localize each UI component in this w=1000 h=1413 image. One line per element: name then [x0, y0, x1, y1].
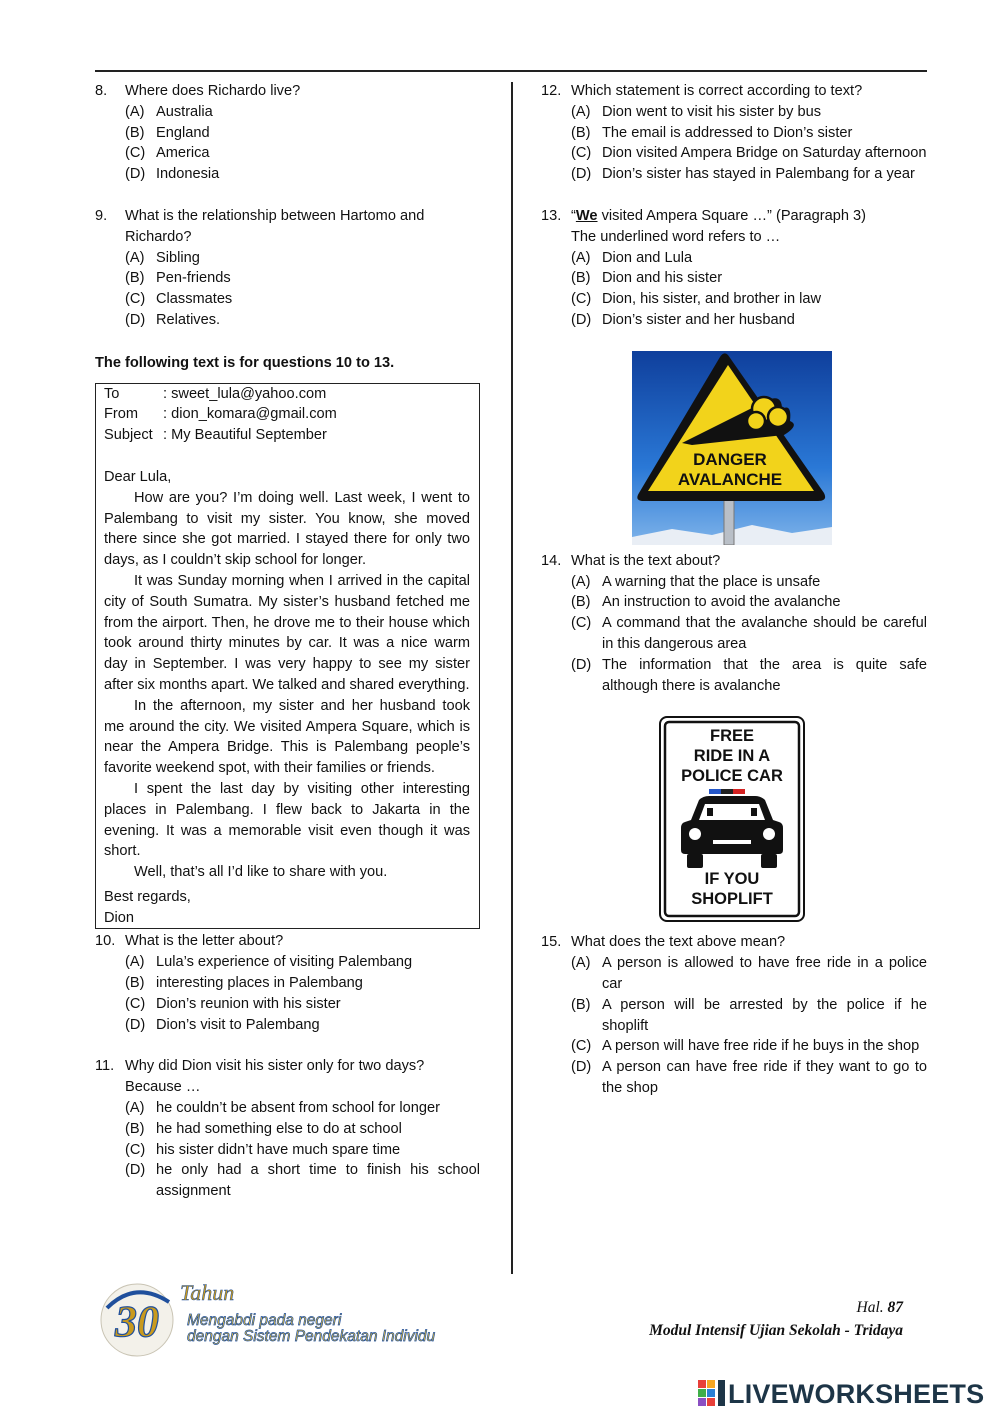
- from-label: From: [104, 406, 139, 423]
- subject-label: Subject: [104, 427, 153, 444]
- sign-text-line2: RIDE IN A: [693, 747, 771, 766]
- column-divider: [511, 82, 513, 1274]
- option-d[interactable]: [571, 164, 927, 185]
- question-subtext: The underlined word refers to …: [571, 228, 781, 245]
- option-text: A person will be arrested by the police if he shoplift: [602, 996, 927, 1034]
- module-title: Modul Intensif Ujian Sekolah - Tridaya: [649, 1322, 903, 1339]
- option-text: A person will have free ride if he buys in the shop: [602, 1038, 920, 1055]
- option-letter: (C): [125, 1141, 146, 1158]
- question-text: What is the text about?: [571, 552, 721, 569]
- option-c[interactable]: [125, 994, 480, 1015]
- section-heading: The following text is for questions 10 to 13.: [95, 354, 395, 371]
- option-letter: (A): [571, 249, 591, 266]
- question-13: [541, 206, 927, 331]
- option-text: A warning that the place is unsafe: [602, 573, 821, 590]
- question-8: [95, 81, 480, 185]
- option-text: A command that the avalanche should be careful in this dangerous area: [602, 615, 927, 652]
- letter-paragraph-1: How are you? I’m doing well. Last week, I went to Palembang to visit my sister. You know, she moved there since she got married. I stayed there for only two days, as I couldn’t skip school for longer.: [104, 489, 470, 569]
- option-letter: (A): [571, 103, 591, 120]
- sign-text-line4: IF YOU: [704, 870, 760, 889]
- option-b[interactable]: [571, 123, 927, 144]
- option-text: America: [156, 145, 210, 162]
- option-a[interactable]: [125, 1098, 480, 1119]
- underlined-word: We: [575, 207, 598, 224]
- liveworksheets-brand: [698, 1378, 994, 1410]
- option-letter: (C): [125, 995, 146, 1012]
- avalanche-sign-image: [632, 351, 832, 545]
- siren-bar-icon: [721, 789, 733, 794]
- liveworksheets-text: LIVEWORKSHEETS: [728, 1379, 985, 1409]
- letter-closing: Best regards,: [104, 888, 191, 905]
- question-12: [541, 81, 927, 185]
- option-d[interactable]: [125, 1160, 480, 1202]
- page-footer: [649, 1296, 903, 1342]
- option-letter: (B): [125, 270, 145, 287]
- option-text: Lula’s experience of visiting Palembang: [156, 954, 413, 971]
- option-text: he had something else to do at school: [156, 1120, 402, 1137]
- option-text: Dion and Lula: [602, 249, 693, 266]
- option-c[interactable]: [571, 143, 927, 164]
- option-letter: (C): [571, 1038, 592, 1055]
- option-b[interactable]: [571, 995, 927, 1037]
- option-text: Australia: [156, 103, 213, 120]
- option-text: he couldn’t be absent from school for longer: [156, 1100, 440, 1117]
- quote-rest: visited Ampera Square …” (Paragraph 3): [597, 207, 867, 224]
- option-text: his sister didn’t have much spare time: [156, 1141, 401, 1158]
- option-b[interactable]: [125, 973, 480, 994]
- question-11: [95, 1056, 480, 1202]
- option-d[interactable]: [125, 164, 480, 185]
- option-letter: (D): [125, 1016, 146, 1033]
- option-text: Dion’s visit to Palembang: [156, 1016, 320, 1033]
- siren-blue-icon: [709, 789, 721, 794]
- option-text: Pen-friends: [156, 270, 231, 287]
- option-letter: (D): [571, 656, 592, 673]
- option-a[interactable]: [125, 248, 480, 269]
- question-10: [95, 931, 480, 1035]
- letter-paragraph-2: It was Sunday morning when I arrived in the capital city of South Sumatra. My sister’s husband fetched me from the airport. Then, he drove me to their house which took around thirty minutes by car. It was a nice warm day in September. I was very happy to see my sister after six months apart. We talked and shared everything.: [104, 572, 470, 693]
- question-text: What does the text above mean?: [571, 934, 786, 951]
- option-letter: (C): [571, 615, 592, 632]
- option-b[interactable]: [125, 268, 480, 289]
- option-c[interactable]: [125, 1140, 480, 1161]
- question-number: 15.: [541, 934, 562, 951]
- option-text: The information that the area is quite safe although there is avalanche: [602, 656, 927, 694]
- option-text: he only had a short time to finish his school assignment: [156, 1162, 480, 1200]
- subject-value: : My Beautiful September: [163, 427, 327, 444]
- option-text: A person is allowed to have free ride in a police car: [602, 955, 927, 992]
- option-text: Dion visited Ampera Bridge on Saturday afternoon: [602, 145, 927, 162]
- question-number: 11.: [95, 1058, 115, 1075]
- option-c[interactable]: [571, 1036, 927, 1057]
- option-a[interactable]: [571, 102, 927, 123]
- police-car-sign-image: [659, 716, 805, 922]
- option-letter: (A): [125, 249, 145, 266]
- option-d[interactable]: [571, 310, 927, 331]
- question-number: 12.: [541, 83, 562, 99]
- option-text: Classmates: [156, 291, 233, 308]
- option-letter: (D): [125, 1162, 146, 1179]
- right-column: [541, 81, 927, 1099]
- logo-word: Tahun: [180, 1280, 235, 1305]
- question-text: What is the relationship between Hartomo and Richardo?: [125, 207, 425, 245]
- question-9: [95, 206, 480, 331]
- option-text: England: [156, 124, 210, 141]
- email-letter-box: [95, 383, 480, 930]
- option-letter: (A): [571, 573, 591, 590]
- option-letter: (D): [571, 166, 592, 183]
- option-text: A person can have free ride if they want to go to the shop: [602, 1059, 927, 1096]
- option-letter: (B): [571, 996, 591, 1013]
- option-text: Relatives.: [156, 311, 221, 328]
- option-a[interactable]: [125, 952, 480, 973]
- option-letter: (C): [571, 145, 592, 162]
- sign-text-line3: POLICE CAR: [681, 767, 783, 786]
- liveworksheets-logo-icon: [698, 1380, 726, 1410]
- option-letter: (D): [125, 311, 146, 328]
- logo-tagline-1: Mengabdi pada negeri: [187, 1312, 342, 1329]
- page-number: 87: [887, 1299, 903, 1316]
- option-text: Sibling: [156, 249, 200, 266]
- sign-text-line1: FREE: [709, 727, 755, 746]
- option-b[interactable]: [571, 592, 927, 613]
- option-letter: (C): [125, 291, 146, 308]
- option-text: Dion’s sister has stayed in Palembang for a year: [602, 166, 915, 183]
- letter-greeting: Dear Lula,: [104, 468, 172, 485]
- option-c[interactable]: [125, 289, 480, 310]
- option-b[interactable]: [125, 1119, 480, 1140]
- option-c[interactable]: [571, 613, 927, 655]
- option-letter: (A): [571, 955, 591, 972]
- logo-number: 30: [115, 1297, 159, 1346]
- letter-signature: Dion: [104, 909, 135, 926]
- sign-danger-text: DANGER: [693, 449, 767, 469]
- question-text: Why did Dion visit his sister only for two days? Because …: [125, 1058, 425, 1096]
- option-letter: (A): [125, 1100, 145, 1117]
- option-d[interactable]: [571, 1057, 927, 1099]
- question-text: [571, 206, 927, 227]
- option-letter: (C): [125, 145, 146, 162]
- option-text: Indonesia: [156, 166, 220, 183]
- sign-avalanche-text: AVALANCHE: [677, 469, 783, 489]
- anniversary-logo: [95, 1278, 440, 1360]
- question-number: 13.: [541, 207, 562, 224]
- to-label: To: [104, 385, 120, 402]
- option-c[interactable]: [571, 289, 927, 310]
- question-number: 10.: [95, 933, 116, 950]
- option-letter: (C): [571, 291, 592, 308]
- option-text: Dion’s sister and her husband: [602, 311, 795, 328]
- option-text: Dion and his sister: [602, 270, 723, 287]
- option-a[interactable]: [125, 102, 480, 123]
- option-letter: (B): [571, 270, 591, 287]
- option-text: An instruction to avoid the avalanche: [602, 594, 841, 611]
- sign-text-line5: SHOPLIFT: [691, 890, 773, 909]
- option-text: Dion went to visit his sister by bus: [602, 103, 821, 120]
- question-text: Which statement is correct according to text?: [571, 83, 863, 99]
- snow-cloud-2: [768, 407, 788, 427]
- logo-tagline-2: dengan Sistem Pendekatan Individu: [187, 1328, 436, 1345]
- option-b[interactable]: [125, 123, 480, 144]
- option-a[interactable]: [571, 248, 927, 269]
- snow-cloud-3: [747, 412, 765, 430]
- option-letter: (B): [125, 1120, 145, 1137]
- question-14: [541, 551, 927, 697]
- quote-open: “: [571, 207, 576, 224]
- from-value: : dion_komara@gmail.com: [163, 406, 337, 423]
- option-text: Dion, his sister, and brother in law: [602, 291, 822, 308]
- option-letter: (B): [125, 975, 145, 992]
- option-a[interactable]: [571, 953, 927, 995]
- option-letter: (A): [125, 954, 145, 971]
- question-number: 8.: [95, 83, 108, 99]
- question-15: [541, 932, 927, 1098]
- option-letter: (B): [571, 124, 591, 141]
- letter-paragraph-3: In the afternoon, my sister and her husband took me around the city. We visited Ampera Square, which is near the Ampera Bridge. This is Palembang people’s favorite weekend spot, with their families or friends.: [104, 697, 470, 777]
- letter-paragraph-4: I spent the last day by visiting other interesting places in Palembang. I flew back to Jakarta in the evening. It was a memorable visit even though it was short.: [104, 780, 470, 860]
- option-text: The email is addressed to Dion’s sister: [602, 124, 853, 141]
- question-number: 9.: [95, 207, 108, 224]
- option-c[interactable]: [125, 143, 480, 164]
- to-value: : sweet_lula@yahoo.com: [163, 385, 327, 402]
- option-letter: (B): [125, 124, 145, 141]
- option-letter: (D): [571, 311, 592, 328]
- question-number: 14.: [541, 552, 562, 569]
- page-label: Hal.: [856, 1299, 884, 1316]
- letter-paragraph-5: Well, that’s all I’d like to share with you.: [134, 864, 388, 881]
- top-rule: [95, 70, 927, 72]
- option-letter: (B): [571, 594, 591, 611]
- option-b[interactable]: [571, 268, 927, 289]
- option-letter: (D): [571, 1059, 592, 1076]
- option-letter: (A): [125, 103, 145, 120]
- option-d[interactable]: [125, 310, 480, 331]
- option-d[interactable]: [571, 655, 927, 697]
- question-text: What is the letter about?: [125, 933, 284, 950]
- question-text: Where does Richardo live?: [125, 83, 301, 99]
- option-text: Dion’s reunion with his sister: [156, 995, 341, 1012]
- left-column: [95, 81, 480, 1202]
- option-a[interactable]: [571, 572, 927, 593]
- option-text: interesting places in Palembang: [156, 975, 363, 992]
- option-letter: (D): [125, 166, 146, 183]
- siren-red-icon: [733, 789, 745, 794]
- option-d[interactable]: [125, 1015, 480, 1036]
